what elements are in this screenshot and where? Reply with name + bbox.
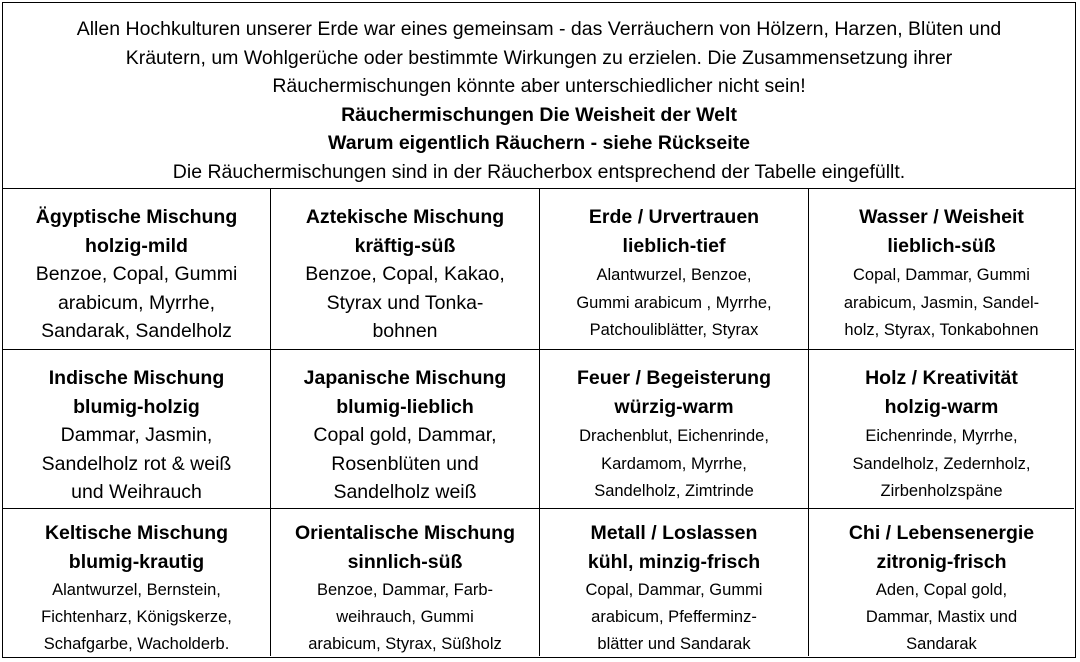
blend-name: Metall / Loslassen: [590, 522, 758, 544]
blend-ingredients: Copal, Dammar, Gummi: [853, 266, 1030, 284]
blend-ingredients: Rosenblüten und: [331, 452, 479, 475]
intro-text-line: Kräutern, um Wohlgerüche oder bestimmte Wirkungen zu erzielen. Die Zusammensetzung ihrer: [125, 46, 953, 69]
headline: Räuchermischungen Die Weisheit der Welt: [341, 103, 737, 126]
blend-ingredients: Patchouliblätter, Styrax: [589, 321, 759, 339]
blend-name: Indische Mischung: [48, 367, 225, 389]
blend-ingredients: Benzoe, Copal, Gummi: [35, 263, 238, 285]
blend-ingredients: Drachenblut, Eichenrinde,: [579, 427, 769, 445]
blend-character: kräftig-süß: [354, 234, 456, 257]
blend-ingredients: Zirbenholzspäne: [880, 482, 1003, 500]
blend-name: Aztekische Mischung: [305, 206, 505, 228]
blend-character: blumig-lieblich: [336, 395, 474, 418]
blend-cell-keltisch: [3, 509, 271, 656]
blend-name: Keltische Mischung: [44, 522, 229, 544]
blend-ingredients: arabicum, Pfefferminz-: [591, 608, 757, 626]
intro-text-line: Allen Hochkulturen unserer Erde war eines gemeinsam - das Verräuchern von Hölzern, Harzen, Blüten und: [76, 18, 1002, 40]
filling-note: Die Räuchermischungen sind in der Räucherbox entsprechend der Tabelle eingefüllt.: [172, 160, 906, 183]
blend-ingredients: Aden, Copal gold,: [875, 581, 1008, 599]
blend-character: sinnlich-süß: [347, 550, 463, 573]
blend-ingredients: Dammar, Mastix und: [865, 608, 1018, 626]
blend-ingredients: arabicum, Styrax, Süßholz: [308, 635, 502, 653]
blend-character: kühl, minzig-frisch: [587, 550, 761, 573]
blend-character: lieblich-süß: [887, 234, 996, 257]
blend-ingredients: Kardamom, Myrrhe,: [601, 454, 747, 473]
blend-ingredients: Alantwurzel, Bernstein,: [52, 581, 221, 599]
blend-character: holzig-mild: [85, 234, 188, 257]
blend-name: Wasser / Weisheit: [859, 206, 1024, 228]
blend-character: blumig-holzig: [73, 395, 200, 418]
blend-cell-aegyptisch: [3, 189, 271, 350]
blend-sheet: [2, 2, 1076, 658]
blend-name: Holz / Kreativität: [865, 367, 1018, 389]
blend-cell-erde: [540, 189, 809, 350]
blend-cell-aztekisch: [271, 189, 540, 350]
blend-cell-indisch: [3, 350, 271, 509]
intro-section: [3, 3, 1075, 189]
blend-character: würzig-warm: [614, 395, 734, 418]
blend-table: [3, 189, 1075, 656]
blend-ingredients: Gummi arabicum , Myrrhe,: [576, 293, 772, 312]
subheadline: Warum eigentlich Räuchern - siehe Rückseite: [328, 132, 750, 154]
blend-cell-metall: [540, 509, 809, 656]
blend-name: Feuer / Begeisterung: [577, 367, 771, 389]
blend-ingredients: Sandelholz weiß: [333, 481, 477, 503]
blend-ingredients: Sandarak: [906, 635, 977, 653]
blend-ingredients: holz, Styrax, Tonkabohnen: [844, 321, 1039, 339]
blend-ingredients: Benzoe, Dammar, Farb-: [316, 581, 494, 599]
blend-ingredients: arabicum, Jasmin, Sandel-: [843, 293, 1040, 312]
blend-cell-chi: [809, 509, 1074, 656]
blend-name: Japanische Mischung: [303, 367, 507, 389]
blend-ingredients: Benzoe, Copal, Kakao,: [305, 263, 505, 285]
blend-cell-japanisch: [271, 350, 540, 509]
blend-ingredients: Schafgarbe, Wacholderb.: [43, 635, 230, 653]
blend-ingredients: Sandelholz, Zimtrinde: [594, 482, 754, 500]
blend-ingredients: Alantwurzel, Benzoe,: [596, 266, 752, 284]
blend-character: blumig-krautig: [68, 550, 205, 573]
blend-name: Chi / Lebensenergie: [848, 522, 1035, 544]
blend-cell-holz: [809, 350, 1074, 509]
blend-name: Erde / Urvertrauen: [588, 206, 760, 228]
blend-ingredients: Copal gold, Dammar,: [313, 424, 497, 446]
blend-cell-orientalisch: [271, 509, 540, 656]
blend-ingredients: weihrauch, Gummi: [336, 608, 474, 626]
blend-ingredients: blätter und Sandarak: [597, 635, 751, 653]
blend-ingredients: Eichenrinde, Myrrhe,: [865, 427, 1018, 445]
blend-cell-feuer: [540, 350, 809, 509]
blend-ingredients: arabicum, Myrrhe,: [57, 291, 216, 314]
blend-ingredients: Sandelholz rot & weiß: [41, 452, 232, 475]
blend-ingredients: Copal, Dammar, Gummi: [585, 581, 763, 599]
blend-ingredients: Sandelholz, Zedernholz,: [852, 454, 1031, 473]
blend-ingredients: Sandarak, Sandelholz: [41, 320, 232, 342]
blend-name: Ägyptische Mischung: [35, 206, 238, 228]
blend-character: zitronig-frisch: [876, 550, 1007, 573]
blend-character: lieblich-tief: [622, 234, 726, 257]
blend-ingredients: und Weihrauch: [71, 481, 202, 503]
blend-ingredients: bohnen: [372, 320, 438, 342]
blend-ingredients: Fichtenharz, Königskerze,: [41, 608, 232, 626]
blend-name: Orientalische Mischung: [295, 522, 515, 544]
blend-ingredients: Dammar, Jasmin,: [60, 424, 213, 446]
intro-text-line: Räuchermischungen könnte aber unterschiedlicher nicht sein!: [272, 75, 806, 97]
blend-character: holzig-warm: [884, 395, 999, 418]
blend-cell-wasser: [809, 189, 1074, 350]
blend-ingredients: Styrax und Tonka-: [326, 291, 484, 314]
